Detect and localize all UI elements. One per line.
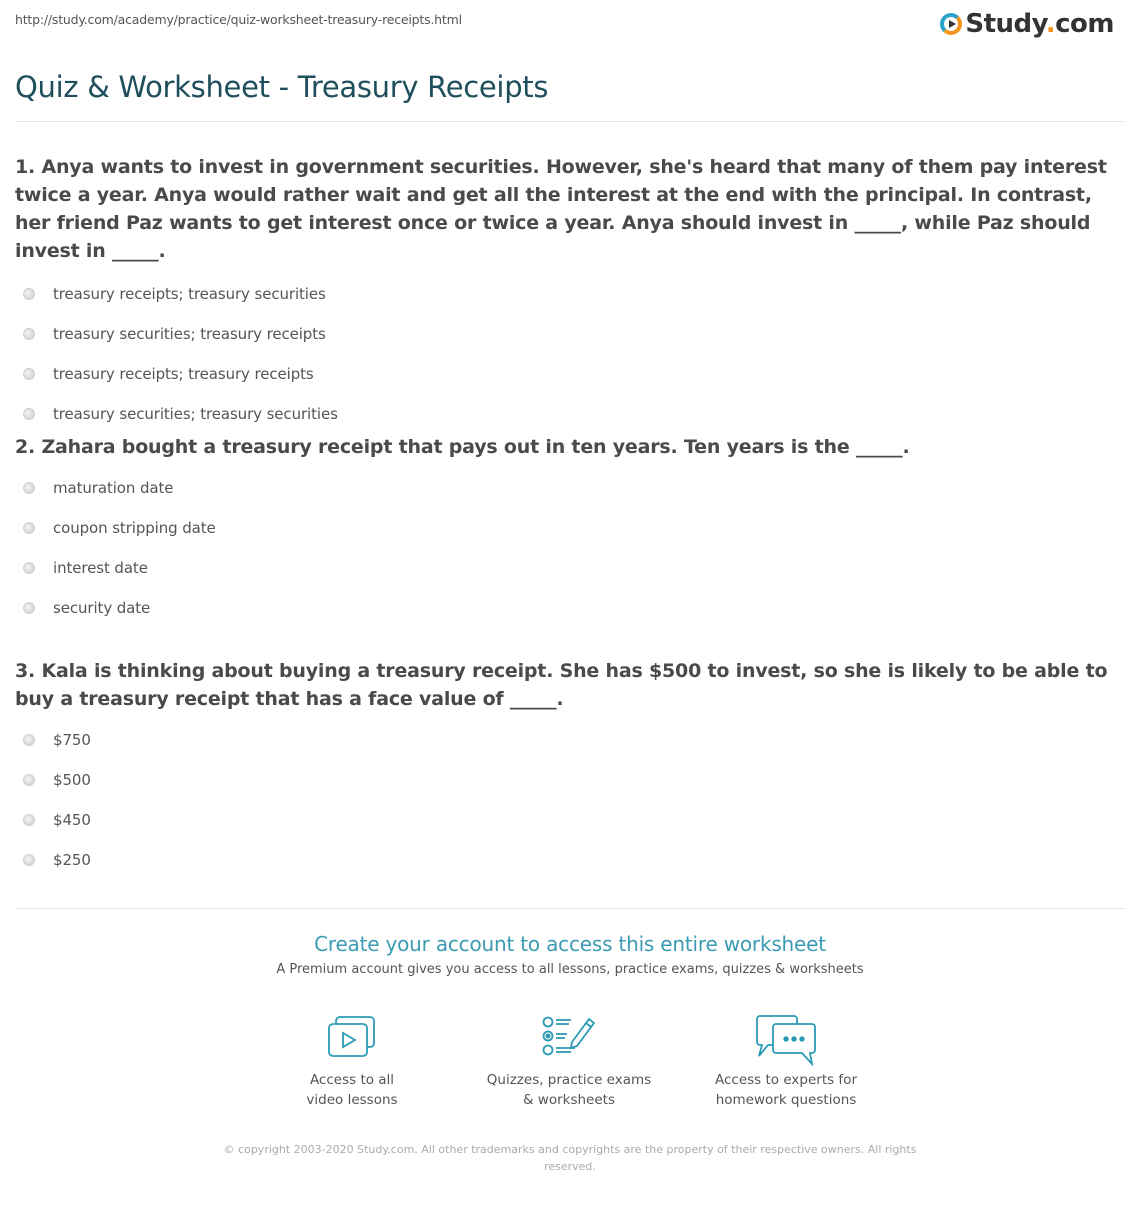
answer-options <box>15 274 1125 434</box>
answer-option[interactable] <box>15 274 1125 314</box>
question-text: 2. Zahara bought a treasury receipt that pays out in ten years. Ten years is the _____. <box>15 436 910 458</box>
question-3 <box>15 657 1125 880</box>
radio-button[interactable] <box>23 562 35 574</box>
radio-button[interactable] <box>23 602 35 614</box>
answer-option[interactable] <box>15 314 1125 354</box>
study-com-logo[interactable] <box>940 9 1114 39</box>
answer-option[interactable] <box>15 394 1125 434</box>
option-label: $750 <box>53 731 91 749</box>
answer-option[interactable] <box>15 508 1125 548</box>
option-label: $450 <box>53 811 91 829</box>
feature-label-line1: Access to experts for <box>714 1072 857 1088</box>
radio-button[interactable] <box>23 368 35 380</box>
radio-button[interactable] <box>23 734 35 746</box>
logo-text-tld: com <box>1055 9 1114 39</box>
option-label: interest date <box>53 559 148 577</box>
option-label: security date <box>53 599 151 617</box>
chat-bubbles-icon <box>754 1014 818 1066</box>
answer-option[interactable] <box>15 800 1125 840</box>
option-label: treasury securities; treasury receipts <box>53 325 326 343</box>
answer-option[interactable] <box>15 720 1125 760</box>
option-label: maturation date <box>53 479 174 497</box>
play-logo-icon <box>940 13 962 35</box>
answer-option[interactable] <box>15 468 1125 508</box>
quiz-checklist-icon <box>541 1014 597 1060</box>
radio-button[interactable] <box>23 774 35 786</box>
video-lessons-icon <box>326 1014 378 1060</box>
divider <box>15 121 1125 122</box>
create-account-link[interactable]: Create your account to access this entire worksheet <box>314 932 826 956</box>
page-url: http://study.com/academy/practice/quiz-worksheet-treasury-receipts.html <box>15 12 462 27</box>
answer-option[interactable] <box>15 760 1125 800</box>
radio-button[interactable] <box>23 482 35 494</box>
option-label: treasury securities; treasury securities <box>53 405 338 423</box>
feature-video-lessons <box>252 1014 452 1110</box>
feature-label-line1: Access to all <box>309 1072 395 1088</box>
option-label: $500 <box>53 771 91 789</box>
question-1 <box>15 153 1125 434</box>
radio-button[interactable] <box>23 522 35 534</box>
question-text: 3. Kala is thinking about buying a treasury receipt. She has $500 to invest, so she is likely to be able to buy a treasury receipt that has a face value of _____. <box>15 660 1108 710</box>
answer-option[interactable] <box>15 548 1125 588</box>
copyright-notice: © copyright 2003-2020 Study.com. All other trademarks and copyrights are the property of their respective owners. All rights reserved. <box>223 1143 917 1173</box>
divider <box>15 908 1125 909</box>
answer-options <box>15 468 1125 628</box>
answer-option[interactable] <box>15 354 1125 394</box>
cta-subtitle: A Premium account gives you access to all lessons, practice exams, quizzes & worksheets <box>276 962 864 977</box>
option-label: $250 <box>53 851 91 869</box>
logo-dot: . <box>1045 9 1056 39</box>
answer-options <box>15 720 1125 880</box>
radio-button[interactable] <box>23 328 35 340</box>
feature-label-line2: homework questions <box>715 1092 857 1108</box>
option-label: treasury receipts; treasury securities <box>53 285 326 303</box>
answer-option[interactable] <box>15 840 1125 880</box>
feature-label-line2: video lessons <box>306 1092 398 1108</box>
page-title: Quiz & Worksheet - Treasury Receipts <box>15 70 549 104</box>
question-text: 1. Anya wants to invest in government securities. However, she's heard that many of them pay interest twice a year. Anya would rather wait and get all the interest at the end with the principal. In contrast, her friend Paz wants to get interest once or twice a year. Anya should invest in _____, while Paz should invest in _____. <box>15 156 1107 262</box>
radio-button[interactable] <box>23 814 35 826</box>
radio-button[interactable] <box>23 854 35 866</box>
option-label: coupon stripping date <box>53 519 216 537</box>
option-label: treasury receipts; treasury receipts <box>53 365 314 383</box>
logo-text-main: Study <box>965 9 1046 39</box>
feature-label-line2: & worksheets <box>522 1092 615 1108</box>
question-2 <box>15 433 1125 628</box>
radio-button[interactable] <box>23 408 35 420</box>
answer-option[interactable] <box>15 588 1125 628</box>
feature-label-line1: Quizzes, practice exams <box>486 1072 652 1088</box>
radio-button[interactable] <box>23 288 35 300</box>
feature-experts <box>686 1014 886 1110</box>
feature-quizzes <box>469 1014 669 1110</box>
